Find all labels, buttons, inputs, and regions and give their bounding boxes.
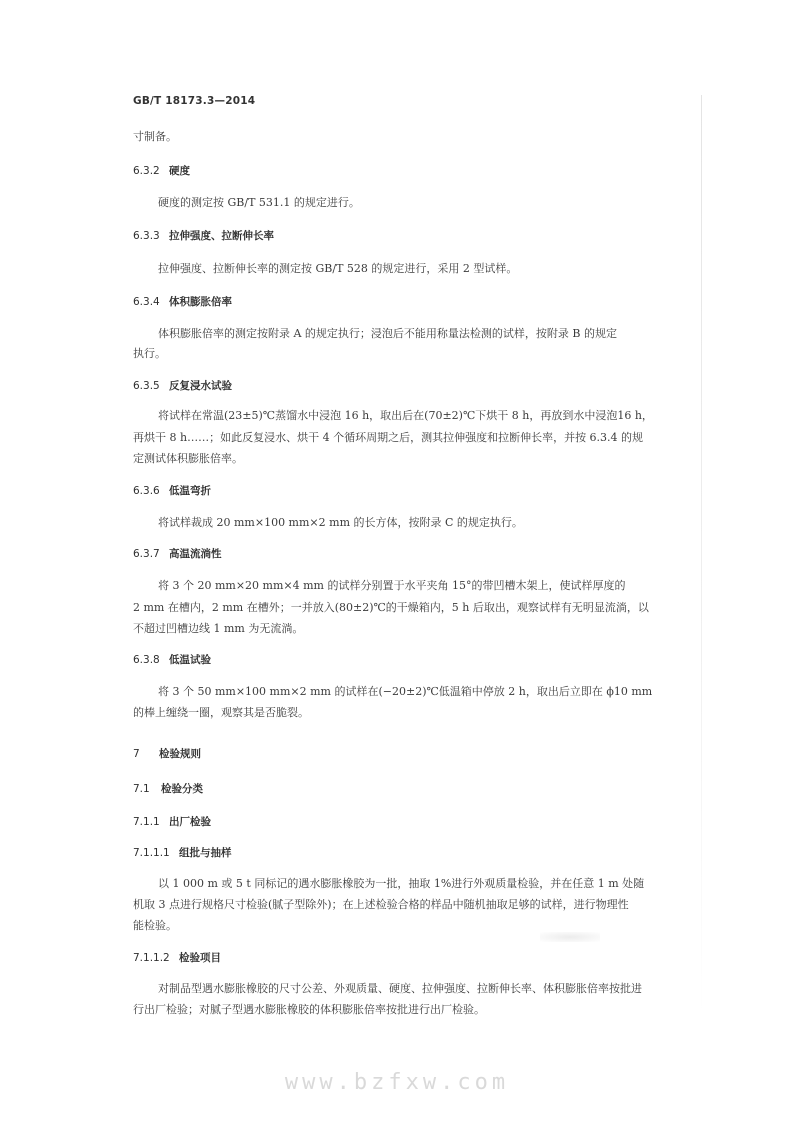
section-title: 高温流淌性 bbox=[169, 548, 222, 560]
section-number: 7 bbox=[133, 748, 140, 760]
scan-smudge bbox=[540, 932, 600, 942]
paragraph-line: 体积膨胀倍率的测定按附录 A 的规定执行；浸泡后不能用称量法检测的试样，按附录 B 的规定 bbox=[158, 327, 618, 340]
section-title: 体积膨胀倍率 bbox=[169, 296, 232, 308]
paragraph-line: 2 mm 在槽内，2 mm 在槽外；一并放入(80±2)℃的干燥箱内，5 h 后取出，观察试样有无明显流淌，以 bbox=[133, 601, 649, 614]
paragraph-line: 将试样裁成 20 mm×100 mm×2 mm 的长方体，按附录 C 的规定执行。 bbox=[158, 516, 523, 529]
section-number: 7.1.1.2 bbox=[133, 952, 170, 964]
paragraph-line: 对制品型遇水膨胀橡胶的尺寸公差、外观质量、硬度、拉伸强度、拉断伸长率、体积膨胀倍率按批进 bbox=[158, 982, 642, 995]
heading-6-3-3 bbox=[133, 229, 274, 243]
paragraph-line: 能检验。 bbox=[133, 919, 177, 932]
section-title: 反复浸水试验 bbox=[169, 380, 232, 392]
section-title: 组批与抽样 bbox=[179, 847, 232, 859]
section-title: 低温弯折 bbox=[169, 485, 211, 497]
paragraph-line: 定测试体积膨胀倍率。 bbox=[133, 452, 243, 465]
heading-6-3-5 bbox=[133, 379, 232, 393]
paragraph-line: 硬度的测定按 GB/T 531.1 的规定进行。 bbox=[158, 196, 360, 209]
scan-edge-line bbox=[701, 95, 702, 1015]
heading-6-3-6 bbox=[133, 484, 211, 498]
paragraph-line: 机取 3 点进行规格尺寸检验(腻子型除外)；在上述检验合格的样品中随机抽取足够的试样，进行物理性 bbox=[133, 898, 629, 911]
paragraph-line: 将试样在常温(23±5)℃蒸馏水中浸泡 16 h，取出后在(70±2)℃下烘干 8 h，再放到水中浸泡16 h， bbox=[158, 409, 653, 422]
heading-7-1 bbox=[133, 782, 203, 796]
heading-7-1-1 bbox=[133, 815, 211, 829]
heading-7-1-1-1 bbox=[133, 846, 232, 860]
section-title: 低温试验 bbox=[169, 654, 211, 666]
section-title: 检验分类 bbox=[161, 783, 203, 795]
standard-number: GB/T 18173.3—2014 bbox=[133, 95, 256, 107]
section-number: 6.3.6 bbox=[133, 485, 160, 497]
paragraph-line: 将 3 个 50 mm×100 mm×2 mm 的试样在(−20±2)℃低温箱中停放 2 h，取出后立即在 ϕ10 mm bbox=[158, 685, 653, 698]
watermark: www.bzfxw.com bbox=[284, 1070, 510, 1095]
section-number: 7.1.1.1 bbox=[133, 847, 170, 859]
paragraph-line: 行出厂检验；对腻子型遇水膨胀橡胶的体积膨胀倍率按批进行出厂检验。 bbox=[133, 1003, 485, 1016]
section-number: 6.3.5 bbox=[133, 380, 160, 392]
heading-7 bbox=[133, 747, 201, 761]
heading-6-3-2 bbox=[133, 164, 190, 178]
section-number: 6.3.3 bbox=[133, 230, 160, 242]
section-title: 拉伸强度、拉断伸长率 bbox=[169, 230, 274, 242]
heading-7-1-1-2 bbox=[133, 951, 221, 965]
paragraph-line: 执行。 bbox=[133, 347, 166, 360]
continued-text: 寸制备。 bbox=[133, 130, 177, 143]
heading-6-3-8 bbox=[133, 653, 211, 667]
section-number: 6.3.4 bbox=[133, 296, 160, 308]
paragraph-line: 拉伸强度、拉断伸长率的测定按 GB/T 528 的规定进行，采用 2 型试样。 bbox=[158, 262, 518, 275]
paragraph-line: 的棒上缠绕一圈，观察其是否脆裂。 bbox=[133, 706, 309, 719]
section-title: 检验规则 bbox=[159, 748, 201, 760]
paragraph-line: 以 1 000 m 或 5 t 同标记的遇水膨胀橡胶为一批，抽取 1%进行外观质量检验，并在任意 1 m 处随 bbox=[158, 877, 645, 890]
section-number: 6.3.2 bbox=[133, 165, 160, 177]
section-number: 6.3.7 bbox=[133, 548, 160, 560]
heading-6-3-7 bbox=[133, 547, 222, 561]
section-title: 出厂检验 bbox=[169, 816, 211, 828]
paragraph-line: 不超过凹槽边线 1 mm 为无流淌。 bbox=[133, 622, 304, 635]
section-number: 6.3.8 bbox=[133, 654, 160, 666]
paragraph-line: 将 3 个 20 mm×20 mm×4 mm 的试样分别置于水平夹角 15°的带凹槽木架上，使试样厚度的 bbox=[158, 579, 626, 592]
section-title: 硬度 bbox=[169, 165, 190, 177]
section-title: 检验项目 bbox=[179, 952, 221, 964]
paragraph-line: 再烘干 8 h……；如此反复浸水、烘干 4 个循环周期之后，测其拉伸强度和拉断伸长率，并按 6.3.4 的规 bbox=[133, 431, 644, 444]
section-number: 7.1.1 bbox=[133, 816, 160, 828]
heading-6-3-4 bbox=[133, 295, 232, 309]
section-number: 7.1 bbox=[133, 783, 150, 795]
